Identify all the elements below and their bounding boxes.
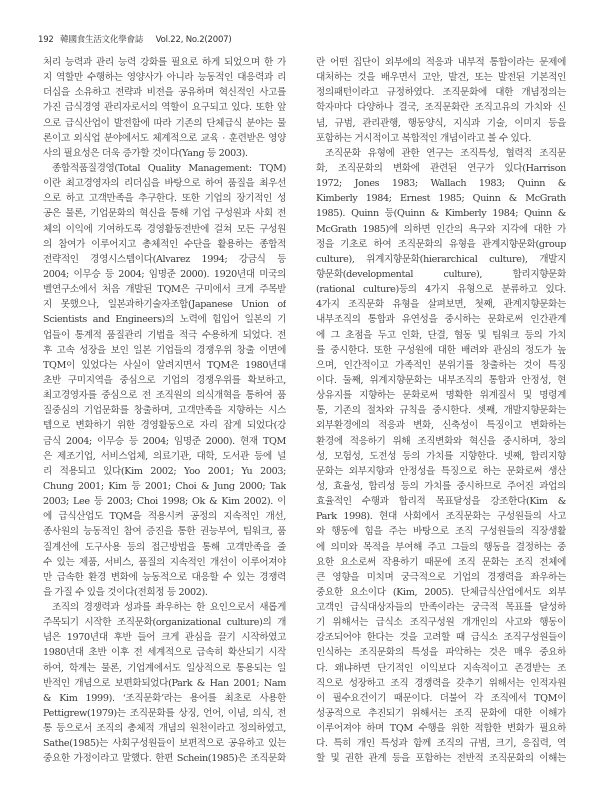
text-line: 에 그 초점을 두고 인화, 단결, 협동 및 팀워크 등의 가치 <box>316 329 566 341</box>
text-line: 2003; Lee 등 2003; Choi 1998; Ok & Kim 2002). 이 <box>43 496 286 508</box>
text-line: 중요한 가정이라고 말했다. 한편 Schein(1985)은 조직문화 <box>43 753 286 765</box>
text-line: 학자마다 다양하나 결국, 조직문화란 조직고유의 가치와 신 <box>316 102 566 114</box>
text-line: 질계선에 도구사용 등의 접근방법을 통해 고객만족을 줄 <box>43 541 286 553</box>
text-line: 처리 능력과 관리 능력 강화를 필요로 하게 되었으며 한 가 <box>43 57 286 68</box>
text-line: 이 필수요건이기 때문이다. 더불어 각 조직에서 TQM이 <box>316 692 566 704</box>
text-line: 와 행동에 힘을 주는 바탕으로 조직 구성원들의 직장생활 <box>316 526 566 538</box>
text-line: 이다. 둘째, 위계지향문화는 내부조직의 통합과 안정성, 현 <box>316 374 566 386</box>
text-line: Scientists and Engineers)의 노력에 힘입어 일본의 기 <box>43 314 286 326</box>
text-line: 성, 모험성, 도전성 등의 가치를 지향한다. 넷째, 합리지향 <box>316 450 566 462</box>
text-line: 지 못했으나, 일본과하기술자조합(Japanese Union of <box>43 299 286 311</box>
text-line: 더십을 소유하고 전략과 비전을 공유하며 혁신적인 사고를 <box>43 87 286 99</box>
text-line: 으로 하고 고객만족을 추구한다. 또한 기업의 장기적인 성 <box>43 193 286 205</box>
text-line: 1980년대 초반 이후 전 세계적으로 급속히 확산되기 시작 <box>43 647 286 659</box>
text-line: 할 및 권한 관계 등을 포함하는 전반적 조직문화의 이해는 <box>316 753 566 765</box>
text-line: 을 가질 수 있을 것이다(전희정 등 2002). <box>43 586 208 598</box>
text-line: 사의 필요성은 더욱 증가할 것이다(Yang 등 2003). <box>43 147 248 159</box>
text-line: 외부환경에의 적응과 변화, 신축성이 특징이고 변화하는 <box>316 420 566 432</box>
text-line: 주목되기 시작한 조직문화(organizational culture)의 개 <box>43 617 286 629</box>
text-line: 향문화(developmental culture), 합리지향문화 <box>316 268 566 280</box>
text-line: 효율적인 수행과 합리적 목표달성을 강조한다(Kim & <box>316 496 566 508</box>
text-line: 지 역할만 수행하는 영양사가 아니라 능동적인 대응력과 리 <box>43 72 286 84</box>
volume-issue: Vol.22, No.2(2007) <box>155 35 232 45</box>
text-line: 벨연구소에서 처음 개발된 TQM은 구미에서 크게 주목받 <box>43 284 286 296</box>
text-line: 금식 2004; 이무승 등 2004; 임명준 2000). 현재 TQM <box>43 435 286 447</box>
text-line: 요한 요소로써 작용하기 때문에 조직 문화는 조직 전체에 <box>316 556 566 568</box>
text-line: 후 고속 성장을 보인 일본 기업들의 경쟁우위 창출 이면에 <box>43 344 286 356</box>
text-line: 강조되어야 한다는 것을 고려할 때 급식소 조직구성원들이 <box>316 632 566 644</box>
text-line: 포함하는 거시적이고 복합적인 개념이라고 볼 수 있다. <box>316 132 532 144</box>
text-line: 종사원의 능동적인 참여 증진을 통한 권능부여, 팀워크, 품 <box>43 526 286 538</box>
text-line: Chung 2001; Kim 등 2001; Choi & Jung 2000; Tak <box>43 480 286 492</box>
running-head <box>38 33 232 45</box>
text-line: 통, 기존의 절차와 규칙을 중시한다. 셋째, 개발지향문화는 <box>316 405 566 417</box>
text-line: 직으로 성장하고 조직 경쟁력을 갖추기 위해서는 인적자원 <box>316 677 566 689</box>
text-line: 2004; 이무승 등 2004; 임명준 2000). 1920년대 미국의 <box>43 268 286 280</box>
text-line: 전략적인 경영시스템이다(Alvarez 1994; 강금식 등 <box>43 253 286 265</box>
text-line: Pettigrew(1979)는 조직문화를 상징, 언어, 이념, 의식, 전 <box>43 708 286 720</box>
text-line: TQM이 있었다는 사실이 알려지면서 TQM은 1980년대 <box>43 359 286 371</box>
left-text-column <box>43 55 286 767</box>
text-line: 정의패턴이라고 규정하였다. 조직문화에 대한 개념정의는 <box>316 87 566 99</box>
text-line: 념, 규범, 관리관행, 행동양식, 지식과 기술, 이미지 등을 <box>316 117 566 129</box>
text-line: 반적인 개념으로 보편화되었다(Park & Han 2001; Nam <box>43 677 286 689</box>
text-line: 다. 특히 개인 특성과 함께 조직의 규범, 크기, 응집력, 역 <box>316 738 566 750</box>
text-line: 큰 영향을 미치며 궁극적으로 기업의 경쟁력을 좌우하는 <box>316 571 566 583</box>
text-line: 기 위해서는 급식소 조직구성원 개개인의 사고와 행동이 <box>316 617 566 629</box>
text-line: 중요한 요소이다 (Kim, 2005). 단체급식산업에서도 외부 <box>316 586 566 598</box>
text-line: 문화는 외부지향과 안정성을 특징으로 하는 문화로써 생산 <box>316 465 566 477</box>
text-line: McGrath 1985)에 의하면 인간의 욕구와 지각에 대한 가 <box>316 223 566 235</box>
text-line: 최고경영자를 중심으로 전 조직원의 의식개혁을 통하여 품 <box>43 390 286 402</box>
text-line: 업들이 통계적 품질관리 기법을 적극 수용하게 되었다. 전 <box>43 329 286 341</box>
text-line: 조직문화 유형에 관한 연구는 조직특성, 협력적 조직문 <box>325 147 566 159</box>
text-line: 이루어져야 하며 TQM 수행을 위한 적합한 변화가 필요하 <box>316 723 566 735</box>
right-text-column <box>316 55 566 767</box>
text-line: 1972; Jones 1983; Wallach 1983; Quinn & <box>316 178 566 190</box>
text-line: 고객인 급식대상자들의 만족이라는 궁극적 목표를 달성하 <box>316 602 566 614</box>
text-line: 에 급식산업도 TQM을 적용시켜 공정의 지속적인 개선, <box>43 511 286 523</box>
journal-title: 韓國食生活文化學會誌 <box>60 35 144 45</box>
page-number: 192 <box>38 35 54 45</box>
text-line: 내부조직의 통합과 유연성을 중시하는 문화로써 인간관계 <box>316 314 566 326</box>
text-line: 리 적용되고 있다(Kim 2002; Yoo 2001; Yu 2003; <box>43 465 286 477</box>
text-line: 수 있는 제품, 서비스, 품질의 지속적인 개선이 이루어져야 <box>43 556 286 568</box>
text-line: 만 급속한 환경 변화에 능동적으로 대응할 수 있는 경쟁력 <box>43 571 286 583</box>
text-line: culture), 위계지향문화(hierarchical culture), 개발지 <box>316 253 566 265</box>
text-line: 론이고 외식업 분야에서도 체계적으로 교육 · 훈련받은 영양 <box>43 132 286 144</box>
text-line: 성, 효율성, 합리성 등의 가치를 중시하므로 주어진 과업의 <box>316 480 566 492</box>
text-line: 종합적품질경영(Total Quality Management: TQM) <box>52 162 286 174</box>
text-line: & Kim 1999). ‘조직문화’라는 용어를 최초로 사용한 <box>43 692 286 704</box>
text-line: 를 중시한다. 또한 구성원에 대한 배려와 관심의 정도가 높 <box>316 344 566 356</box>
text-line: 초반 구미지역을 중심으로 기업의 경쟁우위를 확보하고, <box>43 374 286 386</box>
text-line: 으로 급식산업이 발전함에 따라 기존의 단체급식 분야는 물 <box>43 117 286 129</box>
text-line: 상유지를 지향하는 문화로써 명확한 위계질서 및 명령계 <box>316 390 566 402</box>
text-line: 인식하는 조직문화의 특성을 파악하는 것은 매우 중요하 <box>316 647 566 659</box>
text-line: 공은 물론, 기업문화의 혁신을 통해 기업 구성원과 사회 전 <box>43 208 286 220</box>
text-line: 에 의미와 목적을 부여해 주고 그들의 행동을 결정하는 중 <box>316 541 566 553</box>
text-line: 템으로 변화하기 위한 경영활동으로 자리 잡게 되었다(강 <box>43 420 286 432</box>
text-line: 대처하는 것을 배우면서 고안, 발견, 또는 발전된 기본적인 <box>316 72 566 84</box>
text-line: Sathe(1985)는 사회구성원들이 보편적으로 공유하고 있는 <box>43 738 286 750</box>
text-line: 정을 기초로 하여 조직문화의 유형을 관계지향문화(group <box>316 238 566 250</box>
text-line: 체의 이익에 기여하도록 경영활동전반에 걸쳐 모든 구성원 <box>43 223 286 235</box>
text-line: 가진 급식경영 관리자로서의 역할이 요구되고 있다. 또한 앞 <box>43 102 286 114</box>
text-line: 다. 왜냐하면 단기적인 이익보다 지속적이고 존경받는 조 <box>316 662 566 674</box>
text-line: Kimberly 1984; Ernest 1985; Quinn & McGrath <box>316 193 566 205</box>
text-line: 하여, 학계는 물론, 기업계에서도 일상적으로 통용되는 일 <box>43 662 286 674</box>
text-line: 통 등으로서 조직의 총체적 개념의 원천이라고 정의하였고, <box>43 723 286 735</box>
text-line: (rational culture)등의 4가지 유형으로 분류하고 있다. <box>316 284 566 296</box>
text-line: Park 1998). 현대 사회에서 조직문화는 구성원들의 사고 <box>316 511 566 523</box>
text-line: 은 제조기업, 서비스업체, 의료기관, 대학, 도서관 등에 널 <box>43 450 286 462</box>
text-line: 조직의 경쟁력과 성과를 좌우하는 한 요인으로서 새롭게 <box>52 602 286 614</box>
text-line: 1985). Quinn 등(Quinn & Kimberly 1984; Quinn & <box>316 208 566 220</box>
text-line: 질중심의 기업문화를 창출하며, 고객만족을 지향하는 시스 <box>43 405 286 417</box>
text-line: 이란 최고경영자의 리더십을 바탕으로 하여 품질을 최우선 <box>43 178 286 190</box>
text-line: 환경에 적응하기 위해 조직변화와 혁신을 중시하며, 창의 <box>316 435 566 447</box>
text-line: 4가지 조직문화 유형을 살펴보면, 첫째, 관계지향문화는 <box>316 299 566 311</box>
text-line: 성공적으로 추진되기 위해서는 조직 문화에 대한 이해가 <box>316 708 566 720</box>
text-line: 화, 조직문화의 변화에 관련된 연구가 있다(Harrison <box>316 162 566 174</box>
text-line: 란 어떤 집단이 외부에의 적응과 내부적 통합이라는 문제에 <box>316 57 566 68</box>
text-line: 의 참여가 이루어지고 총체적인 수단을 활용하는 종합적 <box>43 238 286 250</box>
text-line: 념은 1970년대 후반 들어 크게 관심을 끌기 시작하였고 <box>43 632 286 644</box>
text-line: 으며, 인간적이고 가족적인 분위기를 창출하는 것이 특징 <box>316 359 566 371</box>
